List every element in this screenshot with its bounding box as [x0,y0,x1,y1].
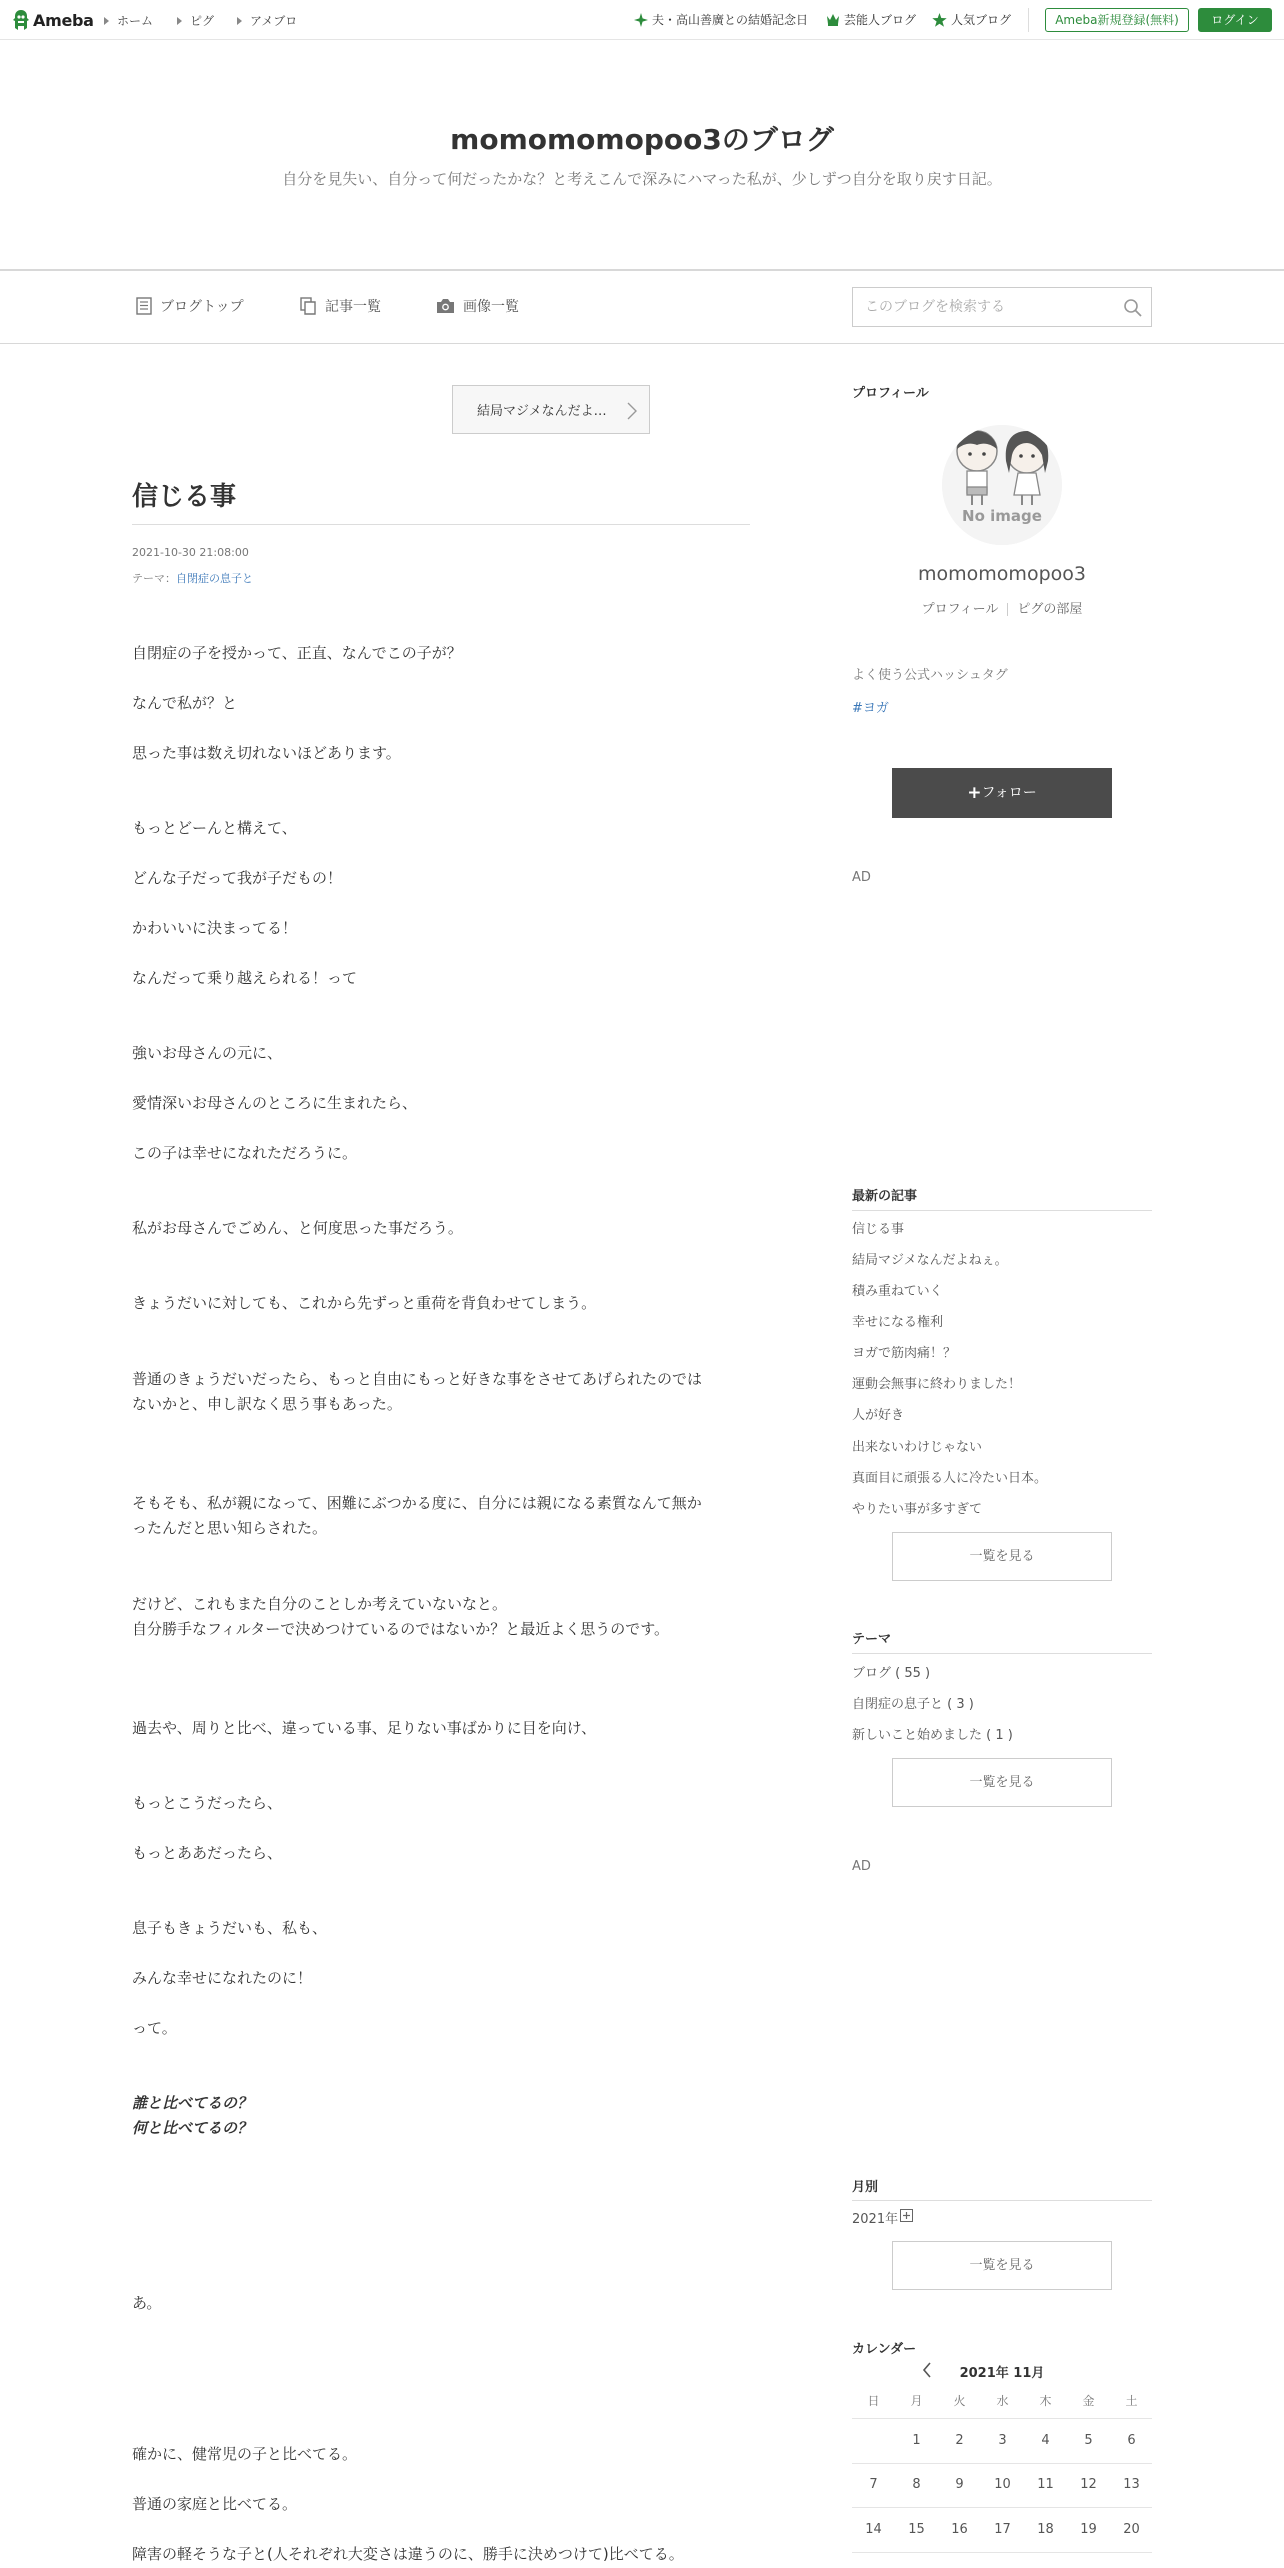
topnav-pig[interactable] [177,12,214,29]
recent-item[interactable]: ヨガで筋肉痛！？ [852,1346,957,1361]
calendar-day: 6 [1127,2433,1136,2448]
nav-blog-top[interactable] [136,296,244,316]
recent-item[interactable]: 信じる事 [852,1222,905,1237]
theme-more-button[interactable]: 一覧を見る [892,1758,1112,1807]
login-button[interactable]: ログイン [1198,8,1272,32]
avatar[interactable] [942,425,1062,545]
search-input[interactable] [853,288,1113,326]
monthly-item[interactable] [852,2208,913,2227]
article-paragraph: ないかと、申し訳なく思う事もあった。 [132,1395,402,1413]
crown-icon [826,13,840,26]
article-paragraph: みんな幸せになれたのに！ [132,1969,313,1987]
article-paragraph: 障害の軽そうな子と(人それぞれ大変さは違うのに、勝手に決めつけて)比べてる。 [132,2545,684,2563]
calendar-day: 15 [908,2522,925,2537]
expand-icon[interactable] [900,2209,913,2226]
article-paragraph: もっとどーんと構えて、 [132,819,297,837]
calendar-day-header: 水 [996,2394,1009,2408]
chevron-right-icon [627,402,637,424]
recent-heading: 最新の記事 [852,1189,918,1204]
divider [852,1210,1152,1211]
pig-room-link[interactable]: ピグの部屋 [1017,602,1083,617]
calendar-day-header: 月 [910,2394,923,2408]
nav-label: 記事一覧 [325,299,381,315]
hashtag-link[interactable]: #ヨガ [852,701,889,716]
article-paragraph: 普通の家庭と比べてる。 [132,2495,298,2513]
calendar-day: 9 [955,2477,964,2492]
article-paragraph: もっとこうだったら、 [132,1794,283,1812]
divider [1007,603,1008,616]
prev-article-button[interactable] [452,385,650,434]
article-paragraph: 息子もきょうだいも、私も、 [132,1919,328,1937]
article-paragraph: この子は幸せになれただろうに。 [132,1144,358,1162]
article-paragraph: どんな子だって我が子だもの！ [132,869,343,887]
theme-item[interactable]: 新しいこと始めました ( 1 ) [852,1728,1013,1743]
profile-name[interactable]: momomomopoo3 [918,563,1086,585]
article-paragraph: 確かに、健常児の子と比べてる。 [132,2445,358,2463]
recent-more-button[interactable]: 一覧を見る [892,1532,1112,1581]
calendar-day: 16 [951,2522,968,2537]
article-paragraph: そもそも、私が親になって、困難にぶつかる度に、自分には親になる素質なんて無か [132,1494,702,1512]
calendar-day: 14 [865,2522,882,2537]
profile-heading: プロフィール [852,386,929,401]
theme-prefix: テーマ： [132,572,176,585]
recent-item[interactable]: やりたい事が多すぎて [852,1502,983,1517]
article-paragraph: だけど、これもまた自分のことしか考えていないなと。 [132,1595,508,1613]
calendar-heading: カレンダー [852,2342,917,2357]
topnav-label: アメブロ [250,14,298,28]
calendar-day-header: 火 [953,2394,966,2408]
recent-item[interactable]: 真面目に頑張る人に冷たい日本。 [852,1471,1048,1486]
article-title[interactable]: 信じる事 [132,482,237,512]
article-paragraph: なんだって乗り越えられる！って [132,969,358,987]
topnav-label: ホーム [117,14,154,28]
article-theme [132,570,253,586]
ad-label: AD [852,1859,871,1874]
article-paragraph: 思った事は数え切れないほどあります。 [132,744,401,762]
topright-popular-blog[interactable] [932,11,1011,28]
calendar-day: 7 [869,2477,878,2492]
article-paragraph: 過去や、周りと比べ、違っている事、足りない事ばかりに目を向け、 [132,1719,597,1737]
monthly-heading: 月別 [852,2180,879,2195]
calendar-day-header: 金 [1082,2394,1095,2408]
document-icon [136,297,152,315]
sparkle-icon [634,13,648,27]
triangle-icon [104,17,109,25]
calendar-day: 4 [1041,2433,1050,2448]
topnav-home[interactable] [104,12,153,29]
article-paragraph-emphasis: 何と比べてるの？ [132,2119,253,2137]
divider [0,269,1284,271]
calendar-day-header: 日 [867,2394,880,2408]
article-paragraph: 自閉症の子を授かって、正直、なんでこの子が？ [132,644,462,662]
blog-description: 自分を見失い、自分って何だったかな？と考えこんで深みにハマった私が、少しずつ自分を取り戻す日記。 [282,170,1002,188]
register-button[interactable]: Ameba新規登録(無料) [1045,8,1189,32]
topright-label: 夫・高山善廣との結婚記念日 [652,13,809,27]
nav-article-list[interactable] [300,296,381,316]
monthly-more-button[interactable]: 一覧を見る [892,2241,1112,2290]
avatar-placeholder-text: No image [962,507,1042,525]
divider [852,2418,1152,2419]
calendar-day: 11 [1037,2477,1054,2492]
prev-article-label: 結局マジメなんだよ… [477,404,607,419]
monthly-label: 2021年 [852,2212,899,2227]
calendar-day: 18 [1037,2522,1054,2537]
copy-icon [300,297,317,315]
calendar-day: 12 [1080,2477,1097,2492]
article-paragraph: もっとああだったら、 [132,1844,283,1862]
divider [1028,8,1029,32]
divider [0,343,1284,344]
calendar-day-header: 木 [1039,2394,1052,2408]
calendar-month: 2021年 11月 [959,2366,1045,2381]
article-paragraph: ったんだと思い知らされた。 [132,1519,328,1537]
topnav-ameblo[interactable] [237,12,297,29]
divider [132,524,750,525]
calendar-day: 1 [912,2433,921,2448]
nav-label: 画像一覧 [463,299,519,315]
blog-title[interactable]: momomomopoo3のブログ [450,123,834,156]
recent-item[interactable]: 結局マジメなんだよねぇ。 [852,1253,1008,1268]
article-paragraph: きょうだいに対しても、これから先ずっと重荷を背負わせてしまう。 [132,1294,597,1312]
topright-celebrity-blog[interactable] [826,11,916,28]
theme-heading: テーマ [852,1632,892,1647]
calendar-day: 3 [998,2433,1007,2448]
article-paragraph: 普通のきょうだいだったら、もっと自由にもっと好きな事をさせてあげられたのでは [132,1370,703,1388]
article-date: 2021-10-30 21:08:00 [132,546,249,559]
topright-label: 芸能人ブログ [844,13,917,27]
theme-item[interactable]: 自閉症の息子と ( 3 ) [852,1697,974,1712]
article-paragraph: 私がお母さんでごめん、と何度思った事だろう。 [132,1219,463,1237]
profile-link[interactable]: プロフィール [921,602,999,617]
divider [852,2463,1152,2464]
calendar-day: 17 [994,2522,1011,2537]
divider [852,2507,1152,2508]
logo-text: Ameba [33,10,94,30]
article-paragraph-emphasis: 誰と比べてるの？ [132,2094,253,2112]
calendar-day: 8 [912,2477,921,2492]
search-box [852,287,1152,327]
ameba-logo-icon [12,8,30,32]
theme-link[interactable]: 自閉症の息子と [176,572,253,585]
divider [852,2200,1152,2201]
follow-button[interactable] [892,768,1112,818]
top-bar [0,0,1284,40]
star-icon [932,13,947,27]
article-paragraph: なんで私が？と [132,694,238,712]
recent-item[interactable]: 幸せになる権利 [852,1315,944,1330]
article-paragraph: って。 [132,2019,177,2037]
ad-label: AD [852,870,871,885]
recent-item[interactable]: 人が好き [852,1408,905,1423]
topright-anniversary[interactable] [634,11,808,28]
article-paragraph: あ。 [132,2294,162,2312]
theme-item[interactable]: ブログ ( 55 ) [852,1666,931,1681]
divider [852,2552,1152,2553]
calendar-day: 2 [955,2433,964,2448]
calendar-day-header: 土 [1125,2394,1138,2408]
recent-item[interactable]: 積み重ねていく [852,1284,943,1299]
camera-icon [436,298,455,314]
article-paragraph: 自分勝手なフィルターで決めつけているのではないか？と最近よく思うのです。 [132,1620,670,1638]
search-icon[interactable] [1123,298,1143,318]
article-paragraph: かわいいに決まってる！ [132,919,298,937]
recent-item[interactable]: 運動会無事に終わりました！ [852,1377,1022,1392]
profile-links [852,598,1152,617]
article-paragraph: 愛情深いお母さんのところに生まれたら、 [132,1094,418,1112]
hashtag-heading: よく使う公式ハッシュタグ [852,668,1008,683]
calendar-day: 19 [1080,2522,1097,2537]
calendar-day: 20 [1123,2522,1140,2537]
triangle-icon [237,17,242,25]
follow-label: フォロー [981,785,1037,801]
topright-label: 人気ブログ [951,13,1012,27]
topnav-label: ピグ [190,14,215,28]
article-paragraph: 強いお母さんの元に、 [132,1044,283,1062]
recent-item[interactable]: 出来ないわけじゃない [852,1440,983,1455]
calendar-day: 13 [1123,2477,1140,2492]
ameba-logo[interactable] [12,8,94,32]
plus-icon: + [967,783,982,803]
nav-label: ブログトップ [160,299,244,315]
calendar-day: 10 [994,2477,1011,2492]
nav-image-list[interactable] [436,296,519,316]
calendar-day: 5 [1084,2433,1093,2448]
triangle-icon [177,17,182,25]
divider [852,1653,1152,1654]
